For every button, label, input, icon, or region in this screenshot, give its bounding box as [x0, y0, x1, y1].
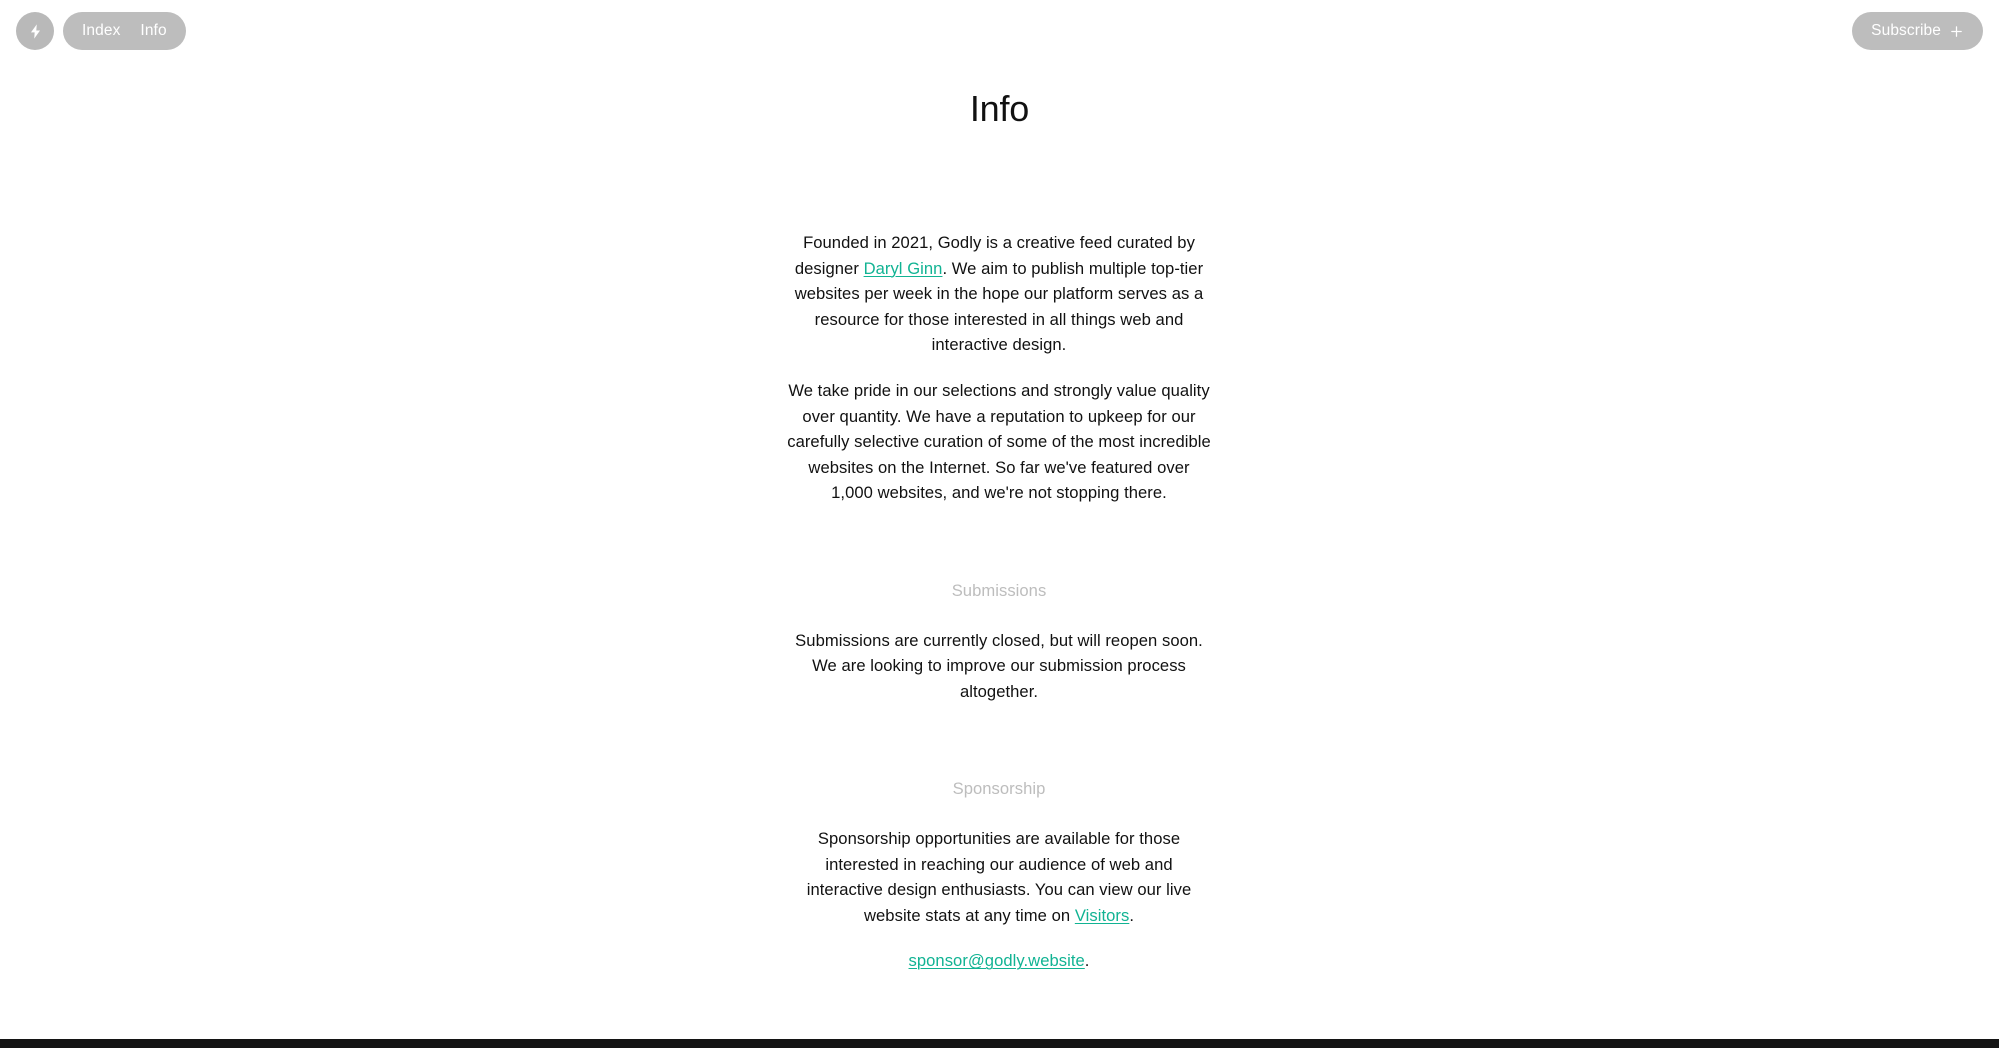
- sponsor-email-trailing: .: [1084, 951, 1090, 971]
- intro-paragraph-2: We take pride in our selections and strongly value quality over quantity. We have a reputation to upkeep for our carefully selective curation of some of the most incredible websites on the Internet. So far we've featured over 1,000 websites, and we're not stopping there.: [787, 380, 1211, 503]
- footer-panel-edge: [0, 1039, 1999, 1048]
- sponsorship-body-text-after: .: [1129, 905, 1134, 925]
- subscribe-button-label: Subscribe: [1871, 22, 1941, 39]
- page-title: Info: [969, 88, 1030, 129]
- intro-paragraph-1-text-after: . We aim to publish multiple top-tier websites per week in the hope our platform serves as a resource for those interested in all things web and interactive design.: [794, 258, 1204, 355]
- sponsorship-email-line: [786, 948, 1212, 974]
- plus-icon: [1949, 24, 1964, 39]
- logo-button[interactable]: [16, 12, 54, 50]
- submissions-heading: Submissions: [951, 580, 1047, 600]
- nav-left-group: [16, 12, 186, 50]
- lightning-bolt-icon: [27, 23, 44, 40]
- sponsorship-body-text-before: Sponsorship opportunities are available for those interested in reaching our audience of web and interactive design enthusiasts. You can view our live website stats at any time on: [806, 828, 1192, 925]
- info-content: [786, 230, 1212, 974]
- nav-pill: [63, 12, 186, 50]
- visitors-link[interactable]: Visitors: [1074, 905, 1130, 925]
- nav-link-info[interactable]: Info: [140, 22, 167, 40]
- sponsorship-heading: Sponsorship: [952, 779, 1046, 799]
- sponsor-email-link[interactable]: sponsor@godly.website: [908, 951, 1085, 971]
- subscribe-button[interactable]: [1852, 12, 1983, 50]
- intro-paragraph-1: [786, 230, 1212, 358]
- sponsorship-body: [786, 826, 1212, 928]
- intro-paragraph-1-text-before: Founded in 2021, Godly is a creative feed curated by designer: [794, 233, 1195, 278]
- nav-link-index[interactable]: Index: [82, 22, 121, 40]
- top-navigation-bar: [0, 0, 1999, 62]
- submissions-body: Submissions are currently closed, but will reopen soon. We are looking to improve our submission process altogether.: [795, 630, 1203, 701]
- daryl-ginn-link[interactable]: Daryl Ginn: [863, 258, 943, 278]
